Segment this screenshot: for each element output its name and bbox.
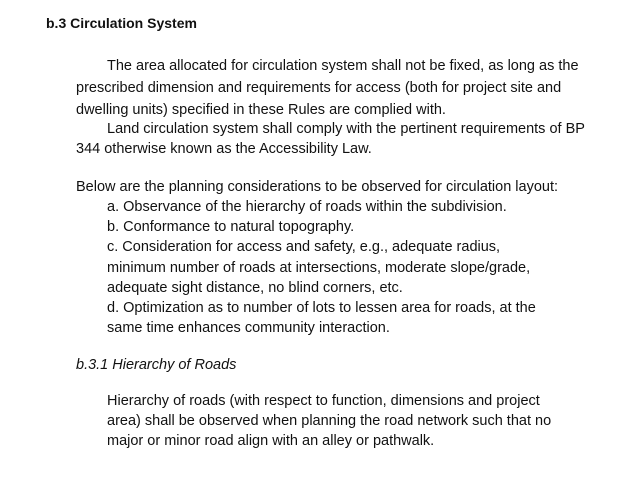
paragraph-line: 344 otherwise known as the Accessibility Law. <box>76 141 372 157</box>
paragraph-line: prescribed dimension and requirements for access (both for project site and <box>76 80 562 96</box>
paragraph-line: major or minor road align with an alley or pathwalk. <box>107 433 435 449</box>
paragraph-line: dwelling units) specified in these Rules are complied with. <box>76 102 446 118</box>
section-heading: b.3 Circulation System <box>46 15 197 31</box>
paragraph-line: The area allocated for circulation system shall not be fixed, as long as the <box>107 58 579 74</box>
list-item: d. Optimization as to number of lots to lessen area for roads, at the <box>107 300 536 316</box>
list-item: same time enhances community interaction. <box>107 320 390 336</box>
considerations-intro: Below are the planning considerations to be observed for circulation layout: <box>76 179 559 195</box>
list-item: b. Conformance to natural topography. <box>107 219 355 235</box>
paragraph-line: area) shall be observed when planning the road network such that no <box>107 413 552 429</box>
paragraph-line: Land circulation system shall comply with the pertinent requirements of BP <box>107 121 585 137</box>
list-item: a. Observance of the hierarchy of roads within the subdivision. <box>107 199 507 215</box>
list-item: c. Consideration for access and safety, e.g., adequate radius, <box>107 239 501 255</box>
list-item: adequate sight distance, no blind corners, etc. <box>107 280 403 296</box>
list-item: minimum number of roads at intersections, moderate slope/grade, <box>107 260 531 276</box>
subsection-heading: b.3.1 Hierarchy of Roads <box>76 357 237 373</box>
paragraph-line: Hierarchy of roads (with respect to function, dimensions and project <box>107 393 540 409</box>
